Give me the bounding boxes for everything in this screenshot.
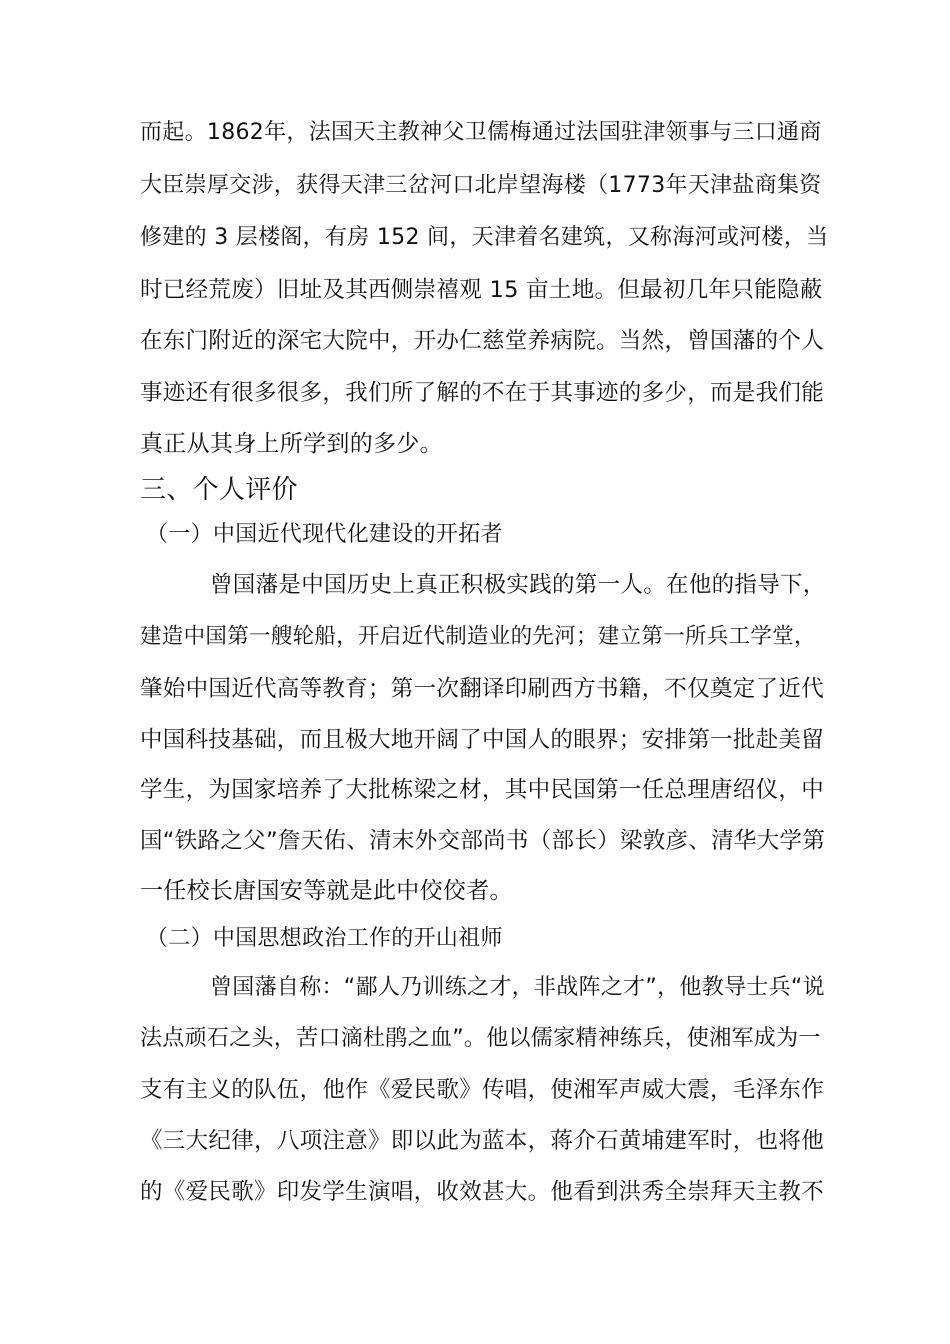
paragraph-line: 一任校长唐国安等就是此中佼佼者。 — [140, 878, 513, 904]
paragraph-line: 大臣崇厚交涉，获得天津三岔河口北岸望海楼（1773年天津盐商集资 — [140, 173, 822, 198]
paragraph-line: 法点顽石之头，苦口滴杜鹃之血”。他以儒家精神练兵，使湘军成为一 — [140, 1026, 821, 1051]
paragraph-line: 曾国藩是中国历史上真正积极实践的第一人。在他的指导下， — [210, 572, 826, 598]
paragraph-line: 的《爱民歌》印发学生演唱，收效甚大。他看到洪秀全崇拜天主教不 — [140, 1179, 825, 1205]
paragraph-line: 在东门附近的深宅大院中，开办仁慈堂养病院。当然，曾国藩的个人 — [140, 328, 825, 354]
paragraph-line: 修建的 3 层楼阁，有房 152 间，天津着名建筑，又称海河或河楼，当 — [140, 225, 829, 250]
paragraph-line: 时已经荒废）旧址及其西侧崇禧观 15 亩土地。但最初几年只能隐蔽 — [140, 277, 823, 303]
paragraph-line: 学生，为国家培养了大批栋梁之材，其中民国第一任总理唐绍仪，中 — [140, 777, 825, 803]
paragraph-line: 国“铁路之父”詹天佑、清末外交部尚书（部长）梁敦彦、清华大学第 — [140, 828, 826, 854]
subsection-heading: （一）中国近代现代化建设的开拓者 — [146, 522, 503, 547]
paragraph-line: 曾国藩自称：“鄙人乃训练之才，非战阵之才”，他教导士兵“说 — [210, 975, 825, 1000]
paragraph-line: 事迹还有很多很多，我们所了解的不在于其事迹的多少，而是我们能 — [140, 380, 825, 406]
paragraph-line: 而起。1862年，法国天主教神父卫儒梅通过法国驻津领事与三口通商 — [140, 120, 822, 145]
subsection-heading: （二）中国思想政治工作的开山祖师 — [146, 926, 503, 951]
paragraph-line: 真正从其身上所学到的多少。 — [140, 431, 443, 457]
paragraph-line: 支有主义的队伍，他作《爱民歌》传唱，使湘军声威大震，毛泽东作 — [140, 1077, 825, 1103]
paragraph-line: 《三大纪律，八项注意》即以此为蓝本，蒋介石黄埔建军时，也将他 — [140, 1128, 825, 1154]
paragraph-line: 建造中国第一艘轮船，开启近代制造业的先河；建立第一所兵工学堂， — [140, 624, 816, 649]
section-heading: 三、个人评价 — [140, 475, 298, 505]
paragraph-line: 中国科技基础，而且极大地开阔了中国人的眼界；安排第一批赴美留 — [140, 727, 825, 753]
paragraph-line: 肇始中国近代高等教育；第一次翻译印刷西方书籍，不仅奠定了近代 — [140, 676, 825, 702]
